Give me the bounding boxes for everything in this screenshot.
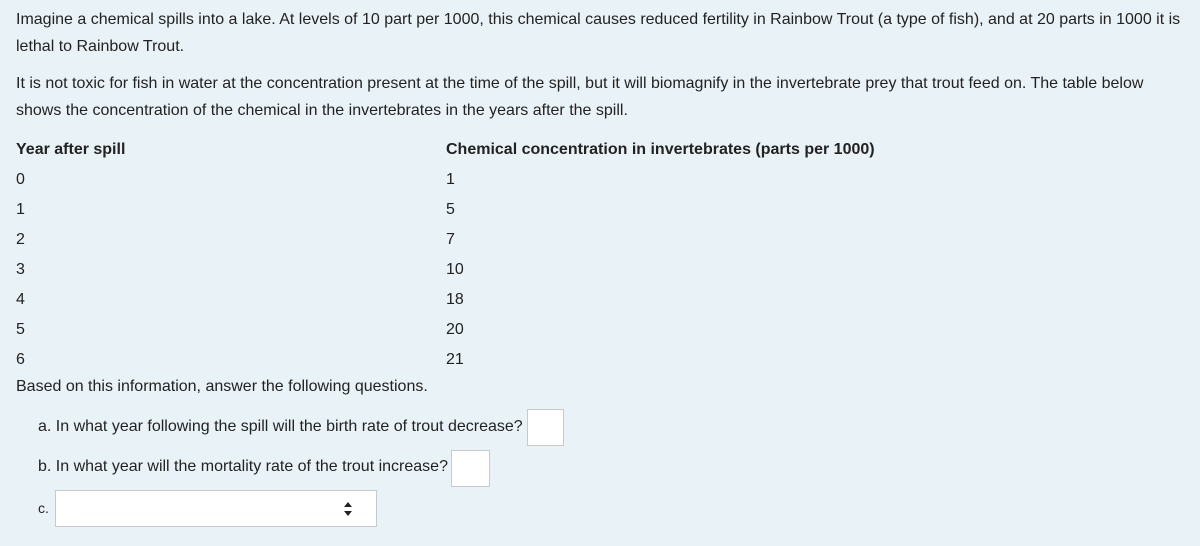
year-cell: 1	[16, 201, 25, 218]
year-cell: 2	[16, 231, 25, 248]
answer-a-input[interactable]	[527, 409, 564, 446]
instructions-text: Based on this information, answer the following questions.	[16, 378, 428, 395]
year-cell: 3	[16, 261, 25, 278]
answer-c-select[interactable]	[55, 490, 377, 527]
concentration-cell: 21	[446, 351, 464, 368]
year-cell: 5	[16, 321, 25, 338]
intro-paragraph-1: Imagine a chemical spills into a lake. At levels of 10 part per 1000, this chemical causes reduced fertility in Rainbow Trout (a type of fish), and at 20 parts in 1000 it is lethal to Rainbow Trout.	[16, 11, 1181, 55]
table-header-concentration: Chemical concentration in invertebrates (parts per 1000)	[446, 141, 875, 158]
answer-b-input[interactable]	[451, 450, 490, 487]
concentration-cell: 10	[446, 261, 464, 278]
year-cell: 0	[16, 171, 25, 188]
question-c-label: c.	[38, 500, 49, 516]
concentration-cell: 20	[446, 321, 464, 338]
concentration-cell: 18	[446, 291, 464, 308]
updown-arrows-icon	[344, 501, 352, 517]
intro-paragraph-2: It is not toxic for fish in water at the concentration present at the time of the spill, but it will biomagnify in the invertebrate prey that trout feed on. The table below shows the concentration of the chemical in the invertebrates in the years after the spill.	[16, 75, 1144, 119]
concentration-cell: 1	[446, 171, 455, 188]
concentration-cell: 7	[446, 231, 455, 248]
year-cell: 6	[16, 351, 25, 368]
year-cell: 4	[16, 291, 25, 308]
question-b: b. In what year will the mortality rate of the trout increase?	[38, 458, 448, 475]
table-header-year: Year after spill	[16, 141, 126, 158]
concentration-cell: 5	[446, 201, 455, 218]
question-a: a. In what year following the spill will the birth rate of trout decrease?	[38, 418, 523, 435]
